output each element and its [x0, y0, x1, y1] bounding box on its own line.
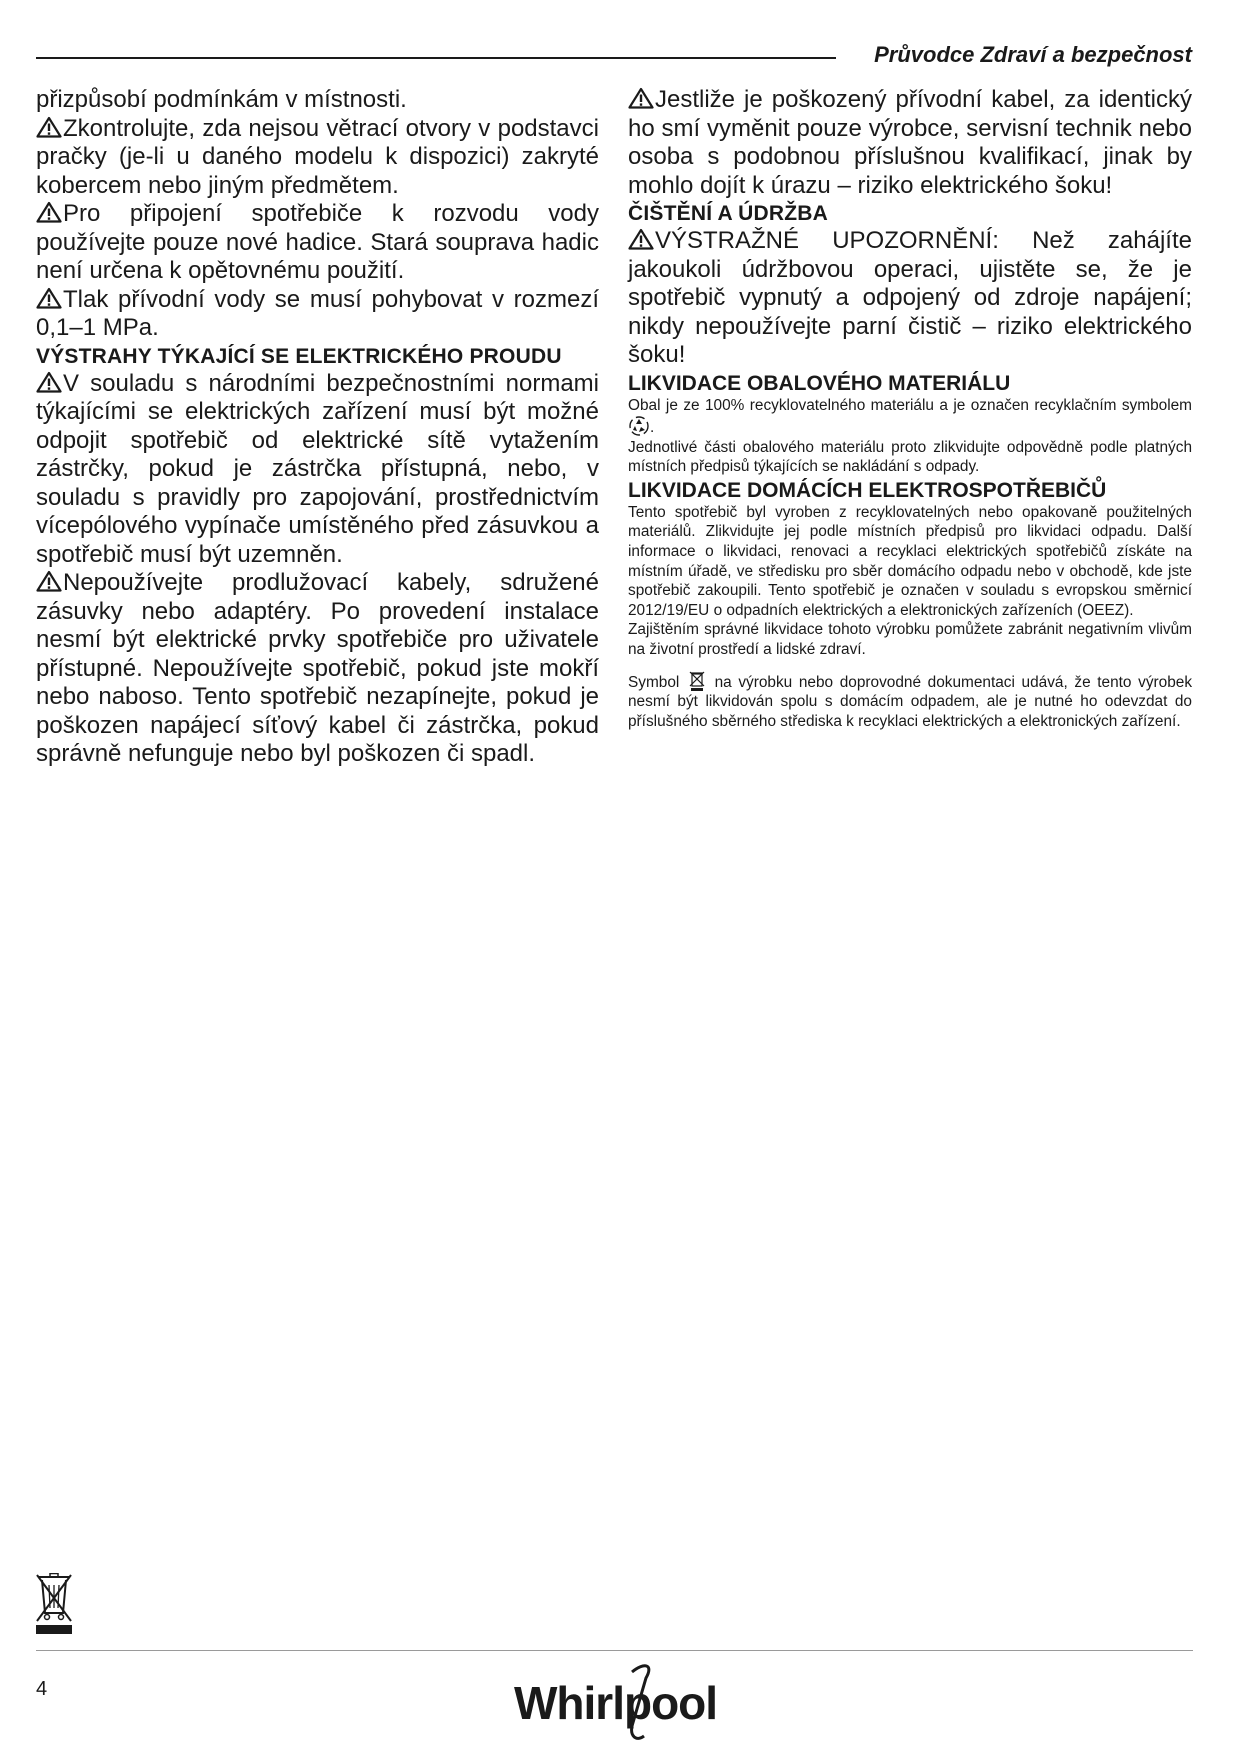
warning-icon	[36, 201, 62, 223]
warning-icon	[36, 116, 62, 138]
paragraph-extension-cables	[36, 569, 599, 769]
paragraph-appliance-recyclable: Tento spotřebič byl vyroben z recyklovatelných nebo opakovaně použitelných materiálů. Zlikvidujte jej podle místních předpisů pro likvidaci odpadu. Další informace o likvidaci, renovaci a recyklaci elektrických spotřebičů získáte na místním úřadě, ve středisku pro sběr domácího odpadu nebo v obchodě, kde jste spotřebič zakoupili. Tento spotřebič je označen v souladu s evropskou směrnicí 2012/19/EU o odpadních elektrických a elektronických zařízeních (OEEZ).	[628, 503, 1192, 619]
warning-icon	[628, 228, 654, 250]
paragraph-weee-symbol	[628, 670, 1192, 732]
paragraph-maintenance-warning	[628, 227, 1192, 370]
paragraph-ventilation	[36, 115, 599, 201]
warning-icon	[628, 87, 654, 109]
heading-appliance-disposal: LIKVIDACE DOMÁCÍCH ELEKTROSPOTŘEBIČŮ	[628, 478, 1107, 502]
right-column	[628, 86, 1192, 731]
crossed-bin-icon	[686, 670, 708, 692]
paragraph-packaging-disposal: Jednotlivé části obalového materiálu proto zlikvidujte odpovědně podle platných místních předpisů týkajících se nakládání s odpady.	[628, 438, 1192, 476]
paragraph-weee-symbol-lead: Symbol	[628, 673, 680, 691]
heading-cleaning: ČIŠTĚNÍ A ÚDRŽBA	[628, 202, 828, 225]
brand-logo	[514, 1656, 718, 1748]
heading-electric-warnings: VÝSTRAHY TÝKAJÍCÍ SE ELEKTRICKÉHO PROUDU	[36, 344, 562, 368]
paragraph-weee-symbol-text: na výrobku nebo doprovodné dokumentaci udává, že tento výrobek nesmí být likvidován spolu s domácím odpadem, ale je nutné ho odevzdat do příslušného sběrného střediska k recyklaci elektrických a elektronických zařízení.	[628, 673, 1193, 730]
paragraph-disconnect-text: V souladu s národními bezpečnostními normami týkajícími se elektrických zařízení musí být možné odpojit spotřebič od elektrické sítě vytažením zástrčky, pokud je zástrčka přístupná, nebo, v souladu s pravidly pro zapojování, prostřednictvím vícepólového vypínače umístěného před zásuvkou a spotřebič musí být uzemněn.	[36, 369, 599, 568]
recycle-icon	[628, 415, 650, 437]
warning-icon	[36, 287, 62, 309]
heading-packaging-disposal: LIKVIDACE OBALOVÉHO MATERIÁLU	[628, 371, 1011, 395]
paragraph-extension-cables-text: Nepoužívejte prodlužovací kabely, sdružené zásuvky nebo adaptéry. Po provedení instalace nesmí být elektrické prvky spotřebiče pro uživatele přístupné. Nepoužívejte spotřebič, pokud jste mokří nebo naboso. Tento spotřebič nezapínejte, pokud je poškozen napájecí síťový kabel či zástrčka, pokud správně nefunguje nebo byl poškozen či spadl.	[36, 569, 599, 767]
paragraph-damaged-cable-text: Jestliže je poškozený přívodní kabel, za identický ho smí vyměnit pouze výrobce, servisní technik nebo osoba s podobnou příslušnou kvalifikací, jinak by mohlo dojít k úrazu – riziko elektrického šoku!	[628, 86, 1192, 199]
paragraph-maintenance-warning-text: VÝSTRAŽNÉ UPOZORNĚNÍ: Než zahájíte jakoukoli údržbovou operaci, ujistěte se, že je spotřebič vypnutý a odpojený od zdroje napájení; nikdy nepoužívejte parní čistič – riziko elektrického šoku!	[628, 227, 1192, 368]
paragraph-hoses	[36, 200, 599, 286]
paragraph-pressure	[36, 286, 599, 343]
paragraph-packaging-recyclable-text: Obal je ze 100% recyklovatelného materiálu a je označen recyklačním symbolem	[628, 396, 1192, 414]
crossed-bin-icon	[36, 1573, 72, 1635]
paragraph-packaging-recyclable: Obal je ze 100% recyklovatelného materiálu a je označen recyklačním symbolem .	[628, 396, 1192, 437]
paragraph-disconnect	[36, 370, 599, 570]
warning-icon	[36, 371, 62, 393]
header-rule	[36, 57, 836, 59]
page-title: Průvodce Zdraví a bezpečnost	[874, 42, 1192, 67]
paragraph-pressure-text: Tlak přívodní vody se musí pohybovat v rozmezí 0,1–1 MPa.	[36, 285, 599, 341]
paragraph-continuation: přizpůsobí podmínkám v místnosti.	[36, 86, 407, 113]
footer-rule	[36, 1650, 1193, 1651]
paragraph-hoses-text: Pro připojení spotřebiče k rozvodu vody používejte pouze nové hadice. Stará souprava hadic není určena k opětovnému použití.	[36, 200, 599, 284]
spacer	[628, 660, 1192, 670]
paragraph-ventilation-text: Zkontrolujte, zda nejsou větrací otvory v podstavci pračky (je-li u daného modelu k dispozici) zakryté kobercem nebo jiným předmětem.	[36, 114, 599, 199]
warning-icon	[36, 570, 62, 592]
paragraph-damaged-cable	[628, 86, 1192, 200]
left-column	[36, 86, 599, 769]
page-number: 4	[36, 1678, 48, 1700]
brand-name: Whirlpool	[514, 1677, 718, 1729]
paragraph-environment: Zajištěním správné likvidace tohoto výrobku pomůžete zabránit negativním vlivům na životní prostředí a lidské zdraví.	[628, 621, 1192, 659]
